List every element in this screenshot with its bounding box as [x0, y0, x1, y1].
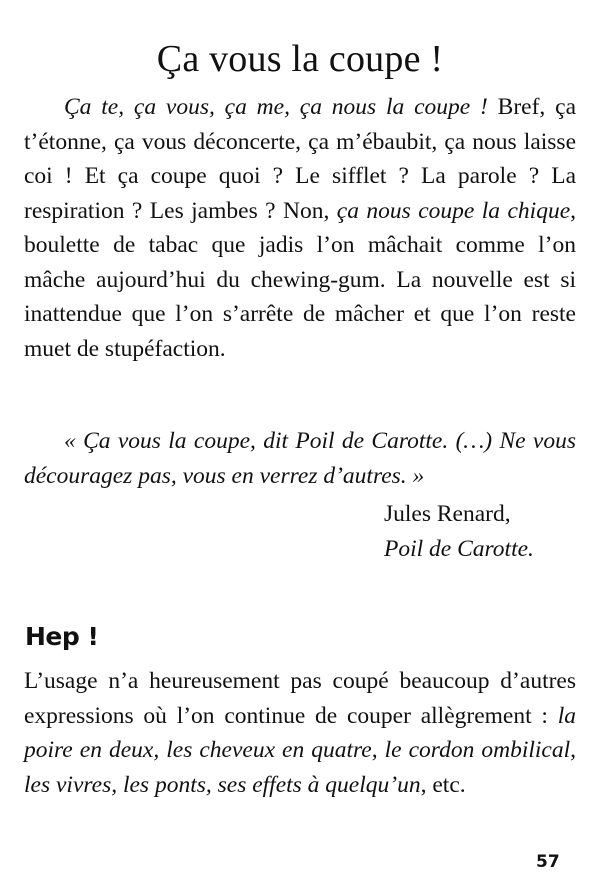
hep-text-end: , etc.: [420, 771, 466, 798]
intro-text-end: , boulette de tabac que jadis l’on mâchait comme l’on mâche aujourd’hui du chewing-gum. La nouvelle est si inattendue que l’on s’arrête de mâcher et que l’on reste muet de stupéfaction.: [24, 197, 577, 362]
literary-quote: « Ça vous la coupe, dit Poil de Carotte. (…) Ne vous découragez pas, vous en verrez d’autres. »: [24, 428, 576, 489]
page-number: 57: [536, 852, 560, 872]
intro-italic-phrase: Ça te, ça vous, ça me, ça nous la coupe !: [64, 94, 488, 120]
quote-work-title: Poil de Carotte.: [384, 536, 534, 562]
hep-text: L’usage n’a heureusement pas coupé beaucoup d’autres expressions où l’on continue de couper allègrement :: [24, 668, 576, 729]
hep-paragraph: [24, 664, 576, 802]
hep-heading: Hep !: [25, 622, 99, 651]
page-title: Ça vous la coupe !: [156, 38, 444, 81]
intro-paragraph: [24, 90, 576, 366]
intro-italic-expression: ça nous coupe la chique: [336, 197, 571, 224]
quote-author: Jules Renard,: [384, 501, 511, 527]
intro-text: Bref, ça t’étonne, ça vous déconcerte, ça m’ébaubit, ça nous laisse coi ! Et ça coupe quoi ? Le sifflet ? La parole ? La respiration ? Les jambes ? Non,: [24, 94, 576, 224]
hep-italic-examples: la poire en deux, les cheveux en quatre, le cordon ombilical, les vivres, les ponts, ses effets à quelqu’un: [24, 702, 576, 798]
